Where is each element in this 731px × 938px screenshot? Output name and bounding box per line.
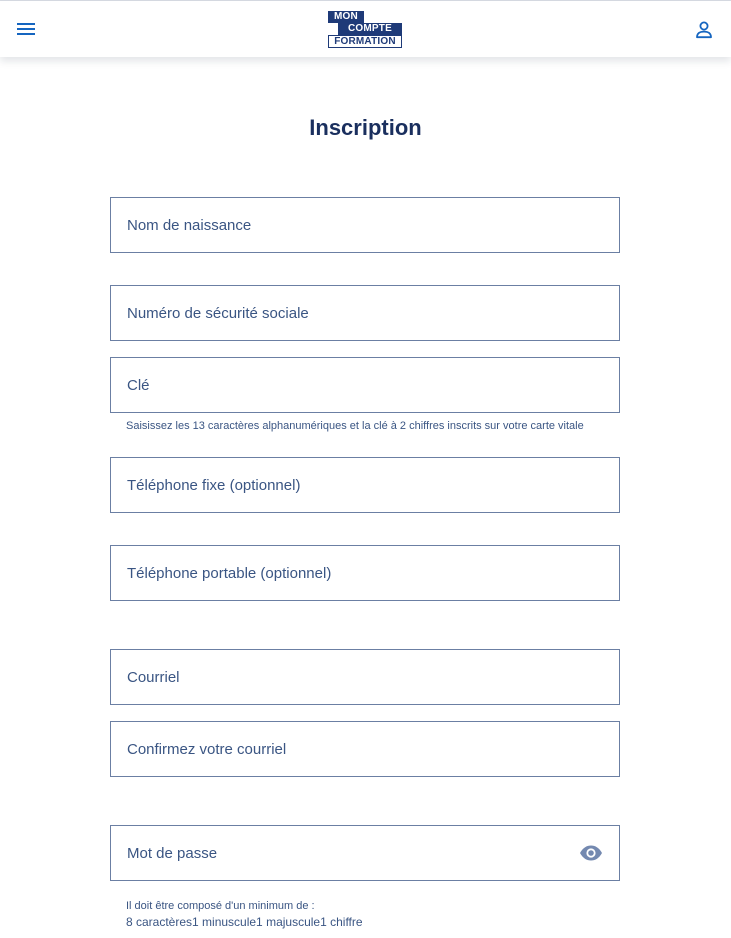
- mot-de-passe-input[interactable]: [111, 826, 565, 882]
- logo-line-2: COMPTE: [338, 23, 402, 35]
- numero-securite-sociale-label: Numéro de sécurité sociale: [127, 305, 309, 322]
- numero-securite-sociale-field[interactable]: [110, 285, 620, 341]
- courriel-label: Courriel: [127, 669, 180, 686]
- cle-label: Clé: [127, 377, 150, 394]
- password-rules-intro: Il doit être composé d'un minimum de :: [126, 900, 315, 912]
- cle-hint: Saisissez les 13 caractères alphanumériques et la clé à 2 chiffres inscrits sur votre carte vitale: [126, 420, 584, 432]
- mot-de-passe-label: Mot de passe: [127, 845, 218, 862]
- confirm-courriel-input[interactable]: [111, 722, 623, 778]
- account-button[interactable]: [690, 17, 718, 43]
- top-header: [0, 1, 731, 57]
- telephone-fixe-input[interactable]: [111, 458, 623, 514]
- cle-field[interactable]: [110, 357, 620, 413]
- telephone-portable-input[interactable]: [111, 546, 623, 602]
- telephone-portable-field[interactable]: [110, 545, 620, 601]
- user-account-icon: [695, 21, 713, 39]
- nom-naissance-input[interactable]: [111, 198, 623, 254]
- numero-securite-sociale-input[interactable]: [111, 286, 623, 342]
- telephone-portable-label: Téléphone portable (optionnel): [127, 565, 332, 582]
- hamburger-menu-icon: [16, 21, 36, 37]
- telephone-fixe-field[interactable]: [110, 457, 620, 513]
- confirm-courriel-label: Confirmez votre courriel: [127, 741, 287, 758]
- toggle-password-visibility-button[interactable]: [578, 843, 604, 863]
- mon-compte-formation-logo[interactable]: [328, 11, 402, 48]
- logo-line-3: FORMATION: [328, 35, 402, 48]
- mot-de-passe-field[interactable]: [110, 825, 620, 881]
- menu-button[interactable]: [12, 17, 40, 41]
- page-title: Inscription: [309, 115, 422, 140]
- nom-naissance-label: Nom de naissance: [127, 217, 252, 234]
- courriel-input[interactable]: [111, 650, 623, 706]
- nom-naissance-field[interactable]: [110, 197, 620, 253]
- confirm-courriel-field[interactable]: [110, 721, 620, 777]
- password-rules: 8 caractères1 minuscule1 majuscule1 chiffre: [126, 915, 363, 929]
- eye-icon: [579, 845, 603, 861]
- courriel-field[interactable]: [110, 649, 620, 705]
- logo-line-1: MON: [328, 11, 364, 23]
- cle-input[interactable]: [111, 358, 623, 414]
- telephone-fixe-label: Téléphone fixe (optionnel): [127, 477, 301, 494]
